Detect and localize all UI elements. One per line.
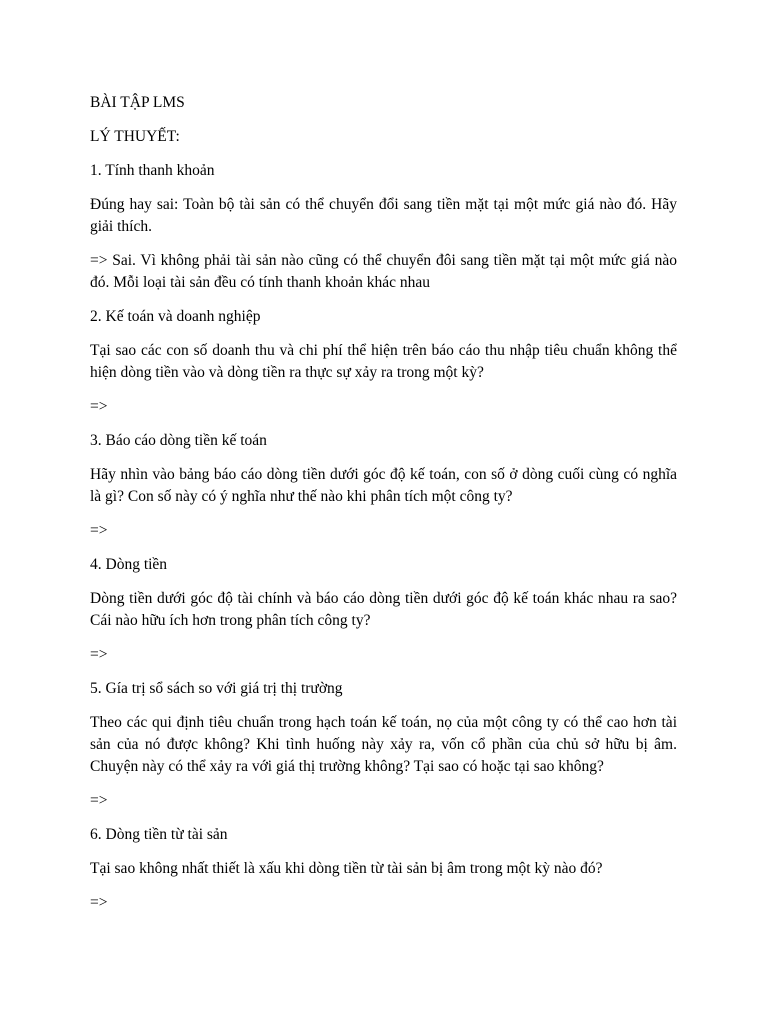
document-title: BÀI TẬP LMS	[90, 94, 185, 111]
document-body	[90, 92, 677, 926]
question-2-heading: 2. Kế toán và doanh nghiệp	[90, 308, 261, 325]
question-1-text: Đúng hay sai: Toàn bộ tài sản có thể chuyển đổi sang tiền mặt tại một mức giá nào đó. Hãy giải thích.	[90, 196, 677, 235]
question-4-answer: =>	[90, 646, 108, 663]
question-6-text: Tại sao không nhất thiết là xấu khi dòng tiền từ tài sản bị âm trong một kỳ nào đó?	[90, 860, 603, 877]
question-1-answer: => Sai. Vì không phải tài sản nào cũng có thể chuyển đôi sang tiền mặt tại một mức giá nào đó. Mỗi loại tài sản đều có tính thanh khoản khác nhau	[90, 252, 677, 291]
question-6-heading: 6. Dòng tiền từ tài sản	[90, 826, 228, 843]
question-5-text: Theo các qui định tiêu chuẩn trong hạch toán kế toán, nọ của một công ty có thể cao hơn tài sản của nó được không? Khi tình huống này xảy ra, vốn cổ phần của chủ sở hữu bị âm. Chuyện này có thể xảy ra với giá thị trường không? Tại sao có hoặc tại sao không?	[90, 714, 677, 775]
question-2-answer: =>	[90, 398, 108, 415]
section-heading: LÝ THUYẾT:	[90, 128, 180, 145]
question-1-heading: 1. Tính thanh khoản	[90, 162, 215, 179]
question-3-heading: 3. Báo cáo dòng tiền kế toán	[90, 432, 267, 449]
question-3-text: Hãy nhìn vào bảng báo cáo dòng tiền dưới góc độ kế toán, con số ở dòng cuối cùng có nghĩa là gì? Con số này có ý nghĩa như thế nào khi phân tích một công ty?	[90, 466, 677, 505]
question-6-answer: =>	[90, 894, 108, 911]
question-5-answer: =>	[90, 792, 108, 809]
question-5-heading: 5. Gía trị sổ sách so với giá trị thị trường	[90, 680, 343, 697]
question-3-answer: =>	[90, 522, 108, 539]
question-4-text: Dòng tiền dưới góc độ tài chính và báo cáo dòng tiền dưới góc độ kế toán khác nhau ra sao? Cái nào hữu ích hơn trong phân tích công ty?	[90, 590, 677, 629]
question-4-heading: 4. Dòng tiền	[90, 556, 168, 573]
question-2-text: Tại sao các con số doanh thu và chi phí thể hiện trên báo cáo thu nhập tiêu chuẩn không thể hiện dòng tiền vào và dòng tiền ra thực sự xảy ra trong một kỳ?	[90, 342, 677, 381]
